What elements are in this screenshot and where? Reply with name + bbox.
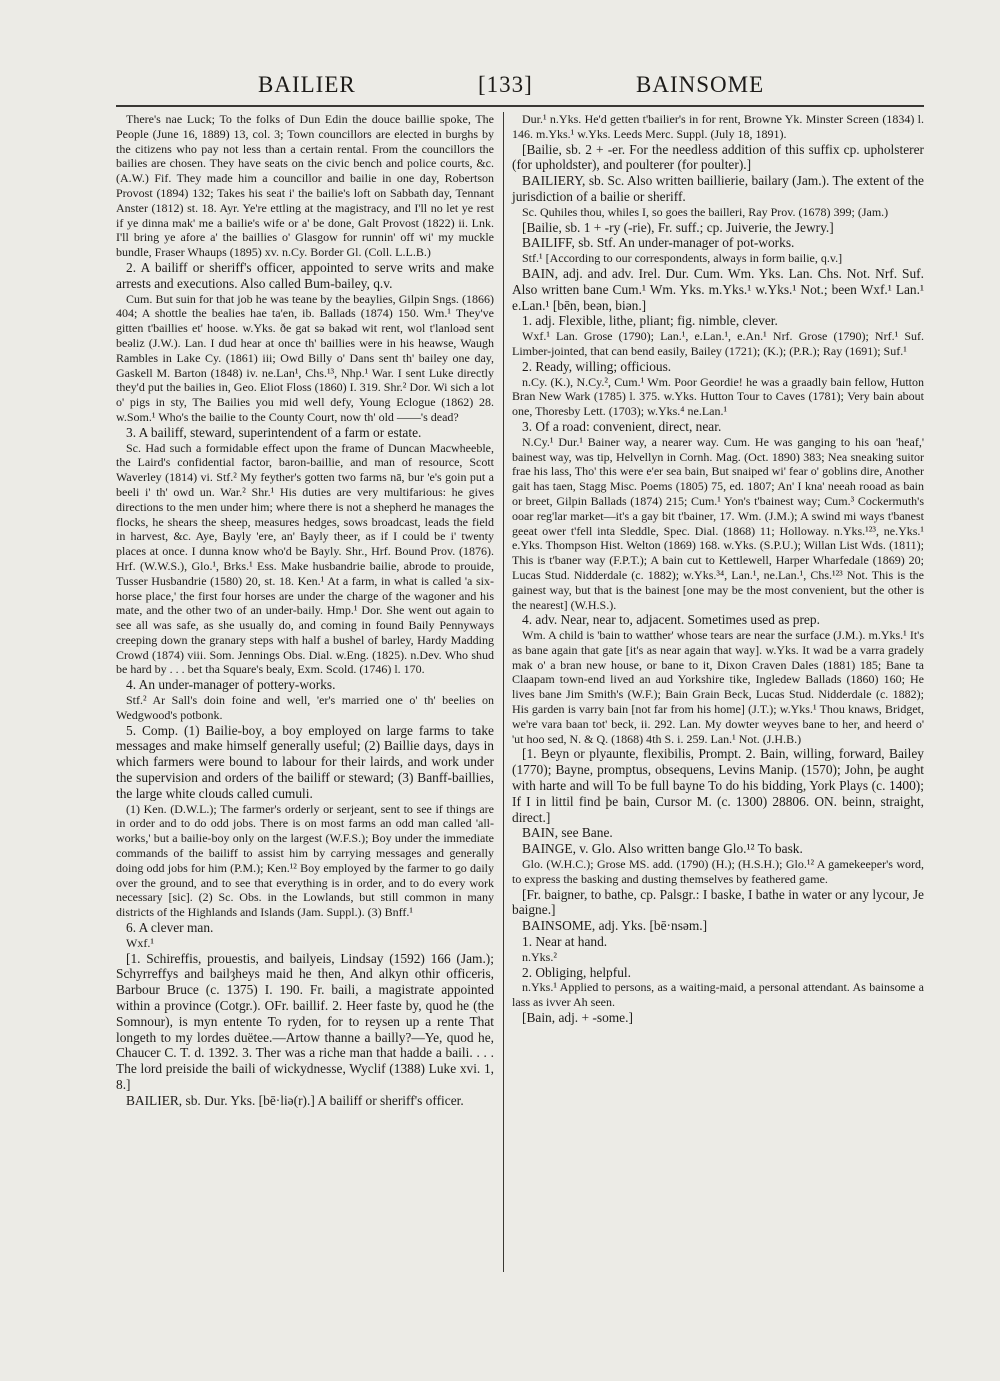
entry-paragraph: BAILIERY, sb. Sc. Also written baillierie, bailary (Jam.). The extent of the jurisdiction of a bailie or sheriff. bbox=[512, 173, 924, 204]
entry-paragraph: Stf.² Ar Sall's doin foine and well, 'er's married one o' th' beelies on Wedgwood's potbonk. bbox=[116, 693, 494, 722]
entry-paragraph: Dur.¹ n.Yks. He'd getten t'bailier's in for rent, Browne Yk. Minster Screen (1834) l. 146. m.Yks.¹ w.Yks. Leeds Merc. Suppl. (July 18, 1891). bbox=[512, 112, 924, 141]
entry-paragraph: BAIN, adj. and adv. Irel. Dur. Cum. Wm. Yks. Lan. Chs. Not. Nrf. Suf. Also written bane Cum.¹ Wm. Yks. m.Yks.¹ w.Yks.¹ Not.; been Wxf.¹ Lan.¹ e.Lan.¹ [bēn, beən, biən.] bbox=[512, 265, 924, 313]
entry-paragraph: BAINGE, v. Glo. Also written bange Glo.¹² To bask. bbox=[522, 841, 803, 857]
entry-paragraph: 1. Near at hand. bbox=[522, 934, 608, 950]
entry-paragraph: Sc. Had such a formidable effect upon the frame of Duncan Macwheeble, the Laird's confidential factor, baron-baillie, and man of resource, Scott Waverley (1814) vi. Stf.² My feyther's gotten two farms nā, bur 'e's goin put a beeli i' th' owd un. War.² Shr.¹ His duties are very multifarious: he gives directions to the men under him; where there is not a shepherd he manages the flocks, he shears the sheep, measures hedges, sows broadcast, leads the field in harvest, &c. Aye, Bayly 'ere, an' Bayly theer, as if I could be i' twenty places at once. I dunna know who'd be Bayly. Shr., Hrf. Bound Prov. (1876). Hrf. (W.W.S.), Glo.¹, Brks.¹ Ess. Make husbandrie bailie, abrode to prouide, Tusser Husbandrie (1580) 20, st. 18. Ken.¹ At a farm, in what is called 'a six-horse place,' the first four horses are under the charge of the wagoner and his mate, and the other two of an under-baily. Hmp.¹ Dor. She went out again to see all was safe, as she usually do, and coming in found Baily Pennyways creeping down the granary steps with half a bushel of barley, Hardy Madding Crowd (1874) viii. Som. Jennings Obs. Dial. w.Eng. (1825). n.Dev. Who shud be hard by . . . bet tha Square's bealy, Exm. Scold. (1746) l. 170. bbox=[116, 440, 494, 677]
entry-paragraph: [Bailie, sb. 2 + -er. For the needless addition of this suffix cp. upholsterer (for upholdster), and poulterer (for poulter).] bbox=[512, 141, 924, 173]
left-headword: BAILIER bbox=[258, 72, 356, 97]
entry-paragraph: n.Yks.² bbox=[522, 949, 557, 964]
entry-paragraph: n.Cy. (K.), N.Cy.², Cum.¹ Wm. Poor Geordie! he was a graadly bain fellow, Hutton Bran New Wark (1785) l. 375. w.Yks. Hutton Tour to Caves (1781); Very bain about one, Thoresby Lett. (1703); w.Yks.⁴ ne.Lan.¹ bbox=[512, 374, 924, 419]
header-rule bbox=[116, 105, 924, 107]
column-divider bbox=[503, 112, 504, 1272]
left-column bbox=[116, 112, 494, 1109]
entry-paragraph: 3. Of a road: convenient, direct, near. bbox=[522, 418, 722, 434]
entry-paragraph: (1) Ken. (D.W.L.); The farmer's orderly or serjeant, sent to see if things are in order and to do odd jobs. There is on most farms an odd man called 'all-works,' but a bailie-boy only on the largest (W.F.S.); Boy under the immediate commands of the bailiff to assist him by carrying messages and generally doing odd jobs for him (P.M.); Ken.¹² Boy employed by the farmer to go daily over the ground, and to see that everything is in order, and to do every work necessary [sic]. (2) Sc. Obs. in the Lowlands, but still common in many districts of the Highlands and Islands (Jam. Suppl.). (3) Bnff.¹ bbox=[116, 801, 494, 920]
entry-paragraph: 3. A bailiff, steward, superintendent of a farm or estate. bbox=[126, 424, 422, 440]
entry-paragraph: [Fr. baigner, to bathe, cp. Palsgr.: I baske, I bathe in water or any lycour, Je baigne.] bbox=[512, 886, 924, 918]
entry-paragraph: n.Yks.¹ Applied to persons, as a waiting-maid, a personal attendant. As bainsome a lass as ivver Ah seen. bbox=[512, 980, 924, 1010]
page-number: [133] bbox=[478, 72, 533, 97]
entry-paragraph: Wxf.¹ bbox=[126, 935, 154, 950]
entry-paragraph: BAILIFF, sb. Stf. An under-manager of pot-works. bbox=[522, 235, 795, 251]
entry-paragraph: Stf.¹ [According to our correspondents, always in form bailie, q.v.] bbox=[522, 251, 843, 266]
entry-paragraph: 6. A clever man. bbox=[126, 920, 214, 936]
entry-paragraph: 2. A bailiff or sheriff's officer, appointed to serve writs and make arrests and executions. Also called Bum-bailey, q.v. bbox=[116, 259, 494, 291]
entry-paragraph: [Bain, adj. + -some.] bbox=[522, 1010, 633, 1026]
entry-paragraph: Wm. A child is 'bain to watther' whose tears are near the surface (J.M.). m.Yks.¹ It's as bane again that gate [it's as near again that way]. w.Yks. It wad be a varra gradely mak o' a bran new house, or bane to it, Dixon Craven Dales (1881) 185; Bane ta Claapam town-end lived an aud Yorkshire tike, Ingledew Ballads (1860) 160; He lives bane Jim Smith's (W.F.); Bain Grain Beck, Lucas Stud. Nidderdale (c. 1882); His garden is varry bain [not far from his home] (J.T.); w.Yks.¹ Thou knaws, Bridget, we're vara baan tot' beck, ii. 292. Lan. My dowter weyves bane to her, and heerd o' 'ut hoo sed, N. & Q. (1868) 4th S. i. 259. Lan.¹ Not. (J.H.B.) bbox=[512, 628, 924, 746]
entry-paragraph: 2. Obliging, helpful. bbox=[522, 964, 631, 980]
entry-paragraph: 4. An under-manager of pottery-works. bbox=[126, 677, 336, 693]
entry-paragraph: BAILIER, sb. Dur. Yks. [bē·liə(r).] A bailiff or sheriff's officer. bbox=[126, 1092, 464, 1108]
entry-paragraph: Glo. (W.H.C.); Grose MS. add. (1790) (H.); (H.S.H.); Glo.¹² A gamekeeper's word, to express the basking and dusting themselves by feathered game. bbox=[512, 857, 924, 886]
entry-paragraph: N.Cy.¹ Dur.¹ Bainer way, a nearer way. Cum. He was ganging to his oan 'heaf,' bainest way, was tip, Helvellyn in Cornh. Mag. (Oct. 1890) 383; Nea sneaking suitor frae his lass, Tho' this were e'er sea bain, But snaiped wi' fear o' goblins dire, Another gait has taen, Stagg Misc. Poems (1805) 75, ed. 1807; An' I kna' neeah rooad as bain or breet, Gilpin Ballads (1874) 215; Cum.¹ Yon's t'bainest way; Cum.³ Cockermuth's ooar reg'lar market—it's a gay bit t'bainer, 17. Wm. (J.M.); A swind mi ways t'banest geeat ower t'fell inta Sleddle, Spec. Dial. (1868) 11; Holloway. n.Yks.¹²³, ne.Yks.¹ e.Yks. Thompson Hist. Welton (1869) 168. w.Yks. (S.P.U.); Willan List Wds. (1811); This is t'baner way (F.P.T.); A bain cut to Kettlewell, Harper Wharfedale (1869) 20; Lucas Stud. Nidderdale (c. 1882); w.Yks.³⁴, Lan.¹, ne.Lan.¹, Chs.¹²³ Not. This is the gainest way, but that is the bainest [one may be the most convenient, but the other is the nearest] (W.H.S.). bbox=[512, 434, 924, 612]
entry-paragraph: BAINSOME, adj. Yks. [bē·nsəm.] bbox=[522, 918, 708, 934]
entry-paragraph: [Bailie, sb. 1 + -ry (-rie), Fr. suff.; cp. Juiverie, the Jewry.] bbox=[522, 219, 834, 235]
right-column bbox=[512, 112, 924, 1026]
entry-paragraph: Sc. Quhiles thou, whiles I, so goes the bailleri, Ray Prov. (1678) 399; (Jam.) bbox=[522, 204, 889, 219]
entry-paragraph: 5. Comp. (1) Bailie-boy, a boy employed on large farms to take messages and make himself generally useful; (2) Baillie days, days in which farmers were bound to labour for their lairds, and work under the supervision and orders of the bailiff or steward; (3) Banff-baillies, the large white clouds called cumuli. bbox=[116, 722, 494, 801]
entry-paragraph: There's nae Luck; To the folks of Dun Edin the douce baillie spoke, The People (June 16, 1889) 13, col. 3; Town councillors are elected in burghs by the citizens who pay not less than a certain rental. From the councillors the bailies are chosen. They have seats on the civic bench and police courts, &c. (A.W.) Fif. They made him a councillor and bailie in one day, Robertson Provost (1894) 132; Takes his seat i' the bailie's loft on Sabbath day, Tennant Anster (1812) st. 18. Ayr. Ye're ettling at the magistracy, and I'll no let ye rest if ye dinna mak' me a bailie's wife or a' be done, Galt Provost (1822) ii. Lnk. I'll bring ye afore a' the baillies o' Glasgow for runnin' off wi' my muckle bundle, Fraser Whaups (1895) xv. n.Cy. Border Gl. (Coll. L.L.B.) bbox=[116, 112, 494, 260]
entry-paragraph: Wxf.¹ Lan. Grose (1790); Lan.¹, e.Lan.¹, e.An.¹ Nrf. Grose (1790); Nrf.¹ Suf. Limber-jointed, that can bend easily, Bailey (1721); (K.); (P.R.); Ray (1691); Suf.¹ bbox=[512, 329, 924, 358]
entry-paragraph: 1. adj. Flexible, lithe, pliant; fig. nimble, clever. bbox=[522, 313, 778, 329]
right-headword: BAINSOME bbox=[636, 72, 765, 97]
entry-paragraph: 4. adv. Near, near to, adjacent. Sometimes used as prep. bbox=[522, 612, 820, 628]
entry-paragraph: [1. Schireffis, prouestis, and bailyeis, Lindsay (1592) 166 (Jam.); Schyrreffys and bailȝheys maid he then, And alkyn othir officeris, Barbour Bruce (c. 1375) I. 190. Fr. baili, a magistrate appointed within a province (Cotgr.). OFr. baillif. 2. Heer faste by, quod he (the Somnour), is myn entente To ryden, for to reysen up a rente That longeth to my lordes duëtee.—Artow thanne a bailly?—Ye, quod he, Chaucer C. T. d. 1392. 3. Ther was a riche man that hadde a baili. . . . The lord preiside the baili of wickydnesse, Wyclif (1388) Luke xvi. 1, 8.] bbox=[116, 950, 494, 1092]
page-header bbox=[0, 66, 1000, 106]
entry-paragraph: 2. Ready, willing; officious. bbox=[522, 358, 672, 374]
entry-paragraph: [1. Beyn or plyaunte, flexibilis, Prompt. 2. Bain, willing, forward, Bailey (1770); Bayne, promptus, obsequens, Levins Manip. (1570); John, þe aught with harte and will To be full bayne To do his bidding, York Plays (c. 1400); If I in littil find þe bain, Cursor M. (c. 1300) 28806. ON. beinn, straight, direct.] bbox=[512, 746, 924, 825]
entry-paragraph: Cum. But suin for that job he was teane by the beaylies, Gilpin Sngs. (1866) 404; A shottle the bealies hae ta'en, ib. Ballads (1874) 150. Wm.¹ They've gitten t'baillies et' hoose. w.Yks. ðe gat sə bakəd wit rent, wol t'lanloəd sent beəliz (J.W.). Lan. I dud hear at once th' baillies were in his heawse, Waugh Rambles in Lake Cy. (1861) iii; Owd Billy o' Dans sent th' bailey one day, Gaskell M. Barton (1848) iv. ne.Lan¹, Chs.¹³, Nhp.¹ War. I sent Luke directly they'd put the bailies in, Geo. Eliot Floss (1860) I. 319. Shr.² Dor. Wi sich a lot o' pigs in sty, The Bailies you mid well defy, Young Eclogue (1862) 28. w.Som.¹ Who's the bailie to the County Court, now th' old ——'s dead? bbox=[116, 291, 494, 424]
entry-paragraph: BAIN, see Bane. bbox=[522, 825, 613, 841]
